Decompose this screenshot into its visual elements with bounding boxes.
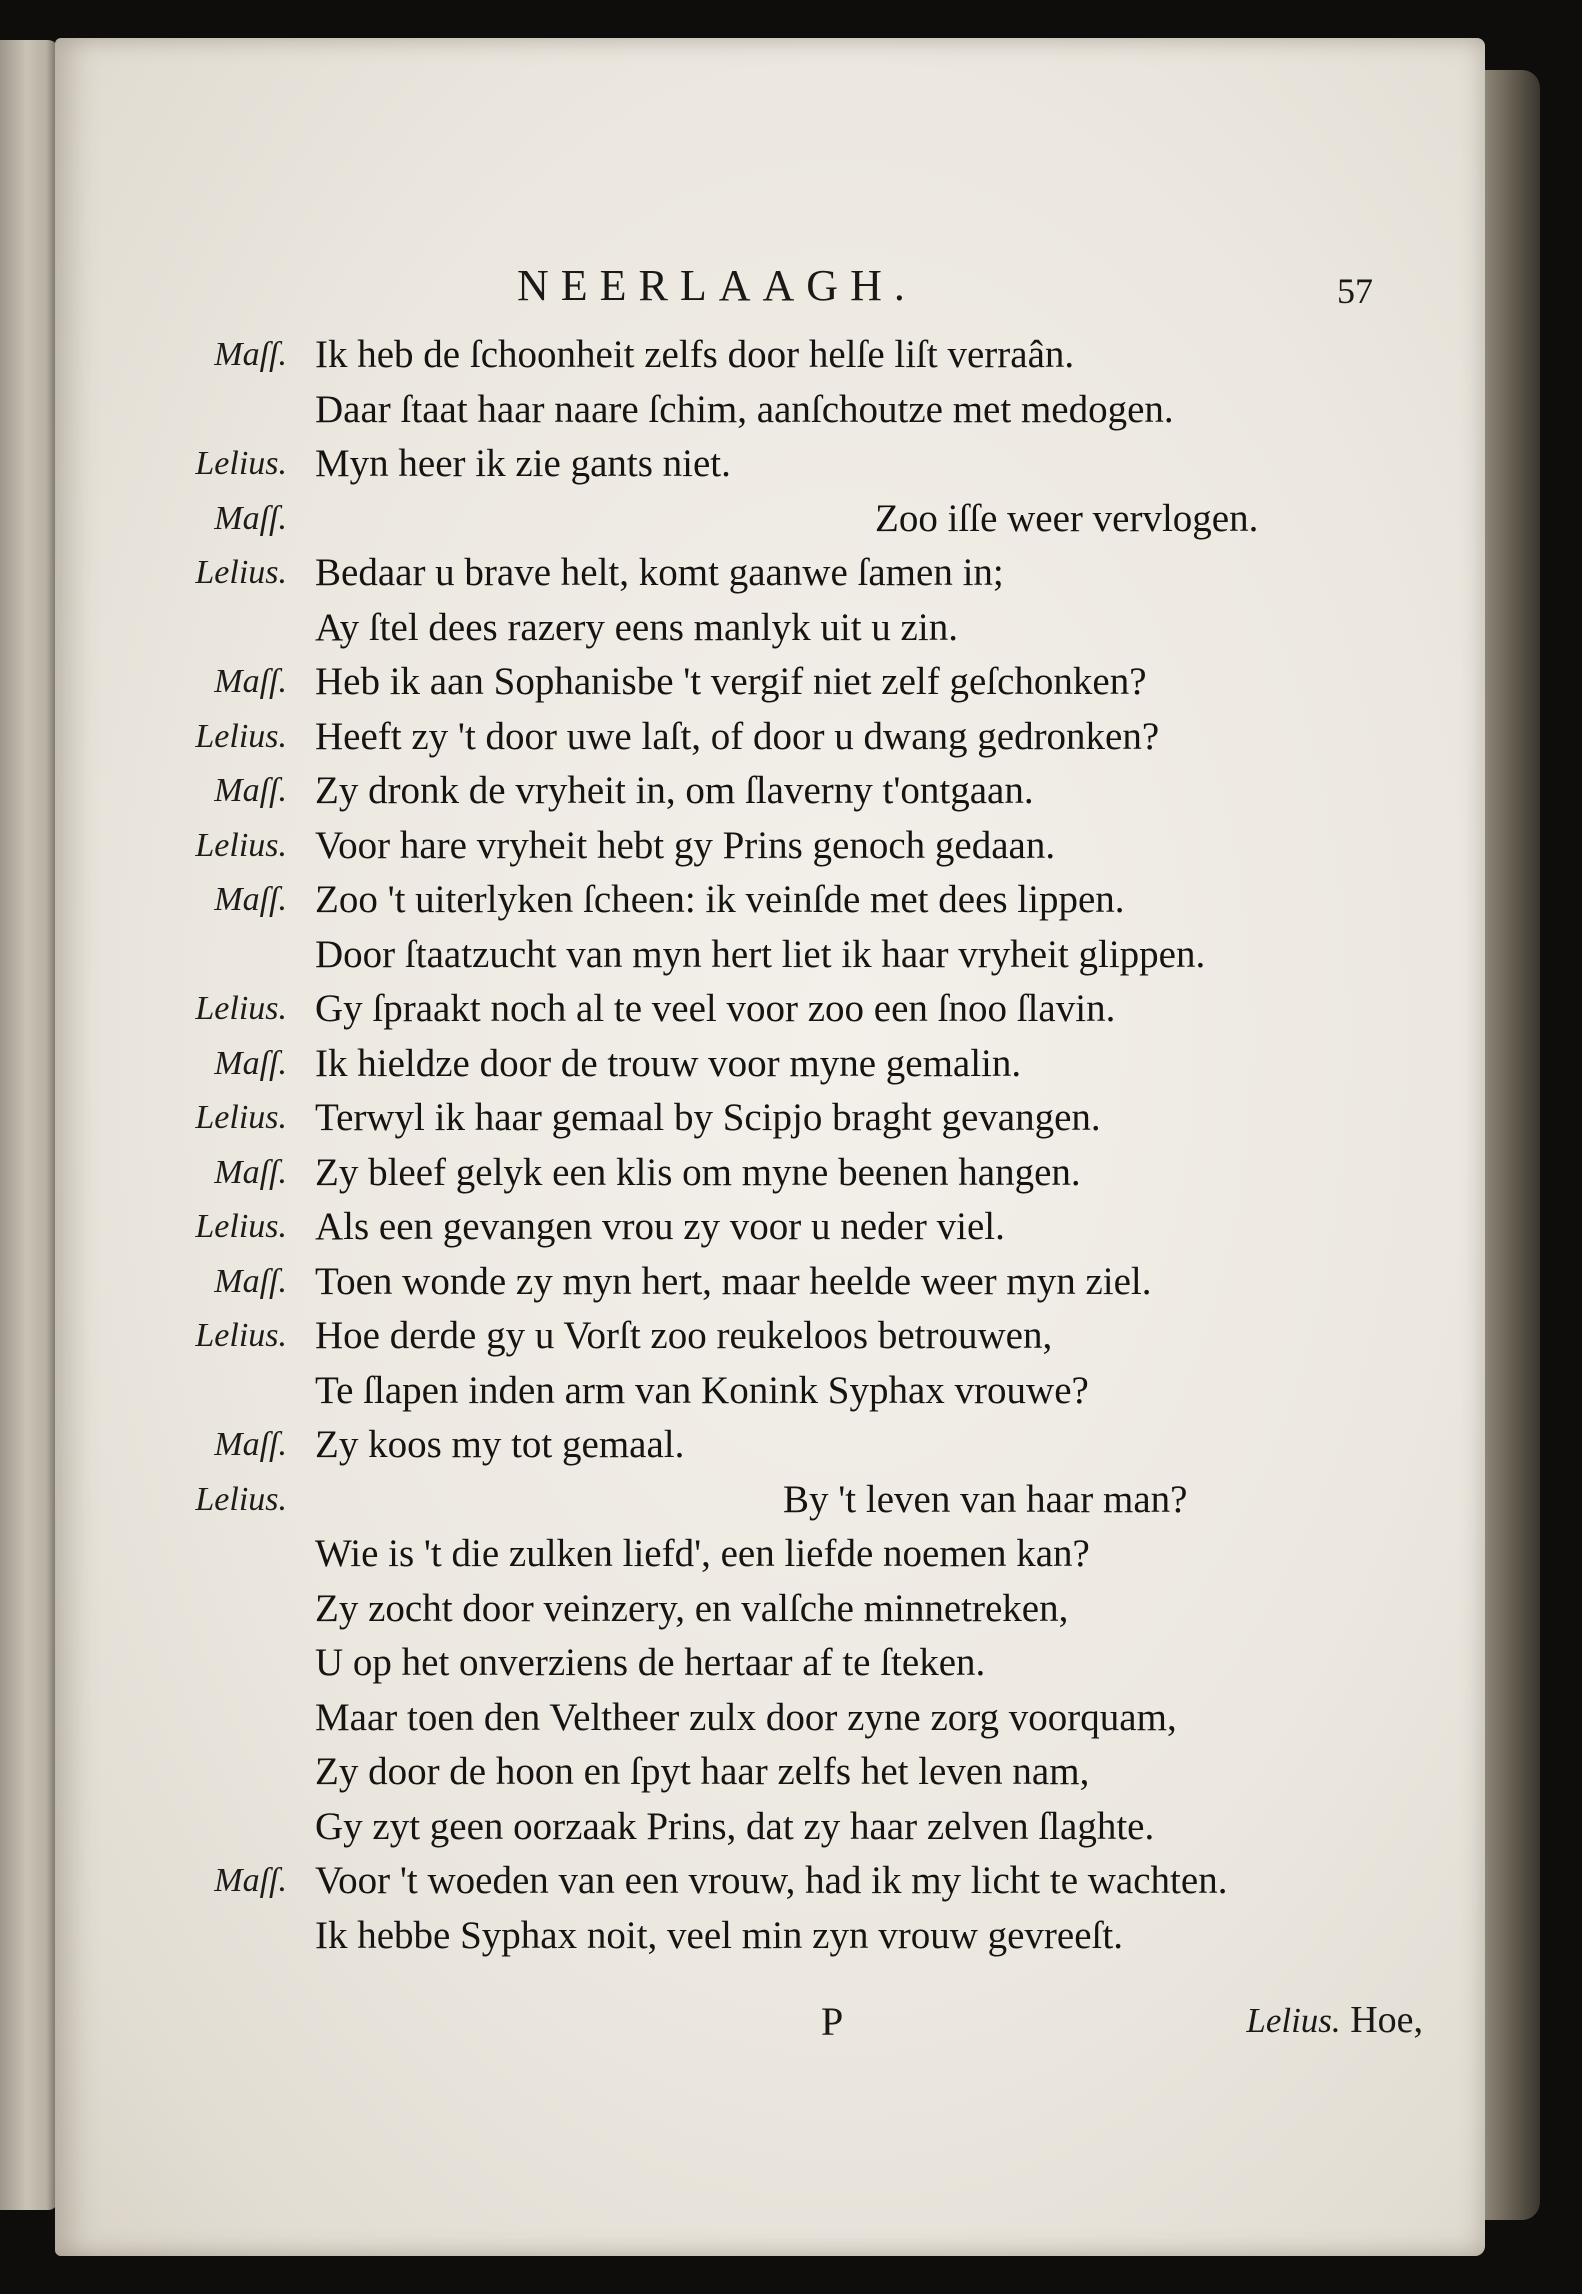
verse-text: Gy ſpraakt noch al te veel voor zoo een ſnoo ſlavin. [315, 987, 1116, 1030]
verse-line [115, 1527, 1415, 1582]
page-footer [115, 1998, 1423, 2058]
verse-text: Toen wonde zy myn hert, maar heelde weer myn ziel. [315, 1259, 1152, 1303]
verse-line [115, 1200, 1415, 1255]
verse-text: Maar toen den Veltheer zulx door zyne zorg voorquam, [315, 1695, 1177, 1739]
signature-mark: P [821, 1999, 844, 2044]
speaker-label: Maſſ. [214, 1044, 287, 1082]
verse-line [115, 655, 1415, 710]
speaker-label: Lelius. [195, 1480, 287, 1518]
speaker-label: Lelius. [195, 717, 287, 755]
verse-text: Bedaar u brave helt, komt gaanwe ſamen in; [315, 551, 1004, 594]
verse-text: Hoe derde gy u Vorſt zoo reukeloos betrouwen, [315, 1314, 1053, 1357]
book-page [55, 38, 1485, 2256]
speaker-label: Lelius. [195, 1208, 287, 1245]
verse-text: Heeft zy 't door uwe laſt, of door u dwang gedronken? [315, 714, 1160, 758]
catchword-text: Hoe, [1350, 1999, 1423, 2041]
speaker-label: Maſſ. [214, 1262, 287, 1300]
verse-line [115, 1800, 1415, 1855]
catchword [1246, 1998, 1423, 2042]
verse-text: Zy koos my tot gemaal. [315, 1423, 685, 1466]
verse-text: Zy door de hoon en ſpyt haar zelfs het leven nam, [315, 1750, 1090, 1793]
speaker-label: Maſſ. [214, 881, 287, 918]
speaker-label: Lelius. [195, 554, 287, 591]
catchword-speaker: Lelius. [1246, 2001, 1341, 2040]
speaker-label: Maſſ. [214, 336, 287, 373]
verse-text: Ay ſtel dees razery eens manlyk uit u zin. [315, 605, 958, 649]
speaker-label: Lelius. [195, 826, 287, 864]
verse-line [115, 601, 1415, 656]
verse-block [115, 328, 1415, 1963]
speaker-label: Maſſ. [214, 1153, 287, 1191]
verse-text: Als een gevangen vrou zy voor u neder viel. [315, 1205, 1005, 1248]
verse-line [115, 1037, 1415, 1092]
verse-text: Zy zocht door veinzery, en valſche minnetreken, [315, 1586, 1069, 1630]
speaker-label: Lelius. [195, 990, 287, 1027]
verse-text: Voor hare vryheit hebt gy Prins genoch gedaan. [315, 823, 1056, 867]
verse-line [115, 1691, 1415, 1746]
speaker-label: Maſſ. [214, 499, 287, 537]
verse-text: Heb ik aan Sophanisbe 't vergif niet zelf geſchonken? [315, 660, 1147, 703]
verse-text: Wie is 't die zulken liefd', een liefde noemen kan? [315, 1532, 1090, 1575]
verse-text: Zy bleef gelyk een klis om myne beenen hangen. [315, 1150, 1081, 1194]
verse-line [115, 1636, 1415, 1691]
verse-line [115, 328, 1415, 383]
verse-text: Gy zyt geen oorzaak Prins, dat zy haar zelven ſlaghte. [315, 1804, 1155, 1848]
verse-text: Voor 't woeden van een vrouw, had ik my licht te wachten. [315, 1859, 1228, 1902]
verse-line [115, 1091, 1415, 1146]
verse-text: By 't leven van haar man? [783, 1477, 1188, 1521]
speaker-label: Maſſ. [214, 663, 287, 700]
verse-line [115, 1309, 1415, 1364]
speaker-label: Maſſ. [214, 772, 287, 809]
verse-line [115, 1255, 1415, 1310]
verse-line [115, 492, 1415, 547]
verse-line [115, 819, 1415, 874]
verse-line [115, 928, 1415, 983]
verse-text: Myn heer ik zie gants niet. [315, 442, 731, 485]
verse-line [115, 437, 1415, 492]
verse-line [115, 764, 1415, 819]
page-number: 57 [1337, 271, 1373, 311]
verse-line [115, 1418, 1415, 1473]
verse-text: Daar ſtaat haar naare ſchim, aanſchoutze met medogen. [315, 387, 1174, 431]
verse-line [115, 1854, 1415, 1909]
verse-text: Terwyl ik haar gemaal by Scipjo braght gevangen. [315, 1096, 1101, 1139]
verse-text: Te ſlapen inden arm van Konink Syphax vrouwe? [315, 1368, 1089, 1412]
verse-line [115, 546, 1415, 601]
verse-text: Door ſtaatzucht van myn hert liet ik haar vryheit glippen. [315, 932, 1206, 976]
verse-line [115, 873, 1415, 928]
verse-line [115, 710, 1415, 765]
speaker-label: Maſſ. [214, 1862, 287, 1899]
verse-text: Ik hebbe Syphax noit, veel min zyn vrouw gevreeſt. [315, 1913, 1123, 1957]
verse-line [115, 383, 1415, 438]
verse-line [115, 1582, 1415, 1637]
verse-line [115, 1909, 1415, 1964]
verse-text: Zoo iſſe weer vervlogen. [875, 496, 1259, 540]
running-head-title: NEERLAAGH. [517, 261, 917, 310]
speaker-label: Lelius. [195, 1099, 287, 1136]
verse-line [115, 982, 1415, 1037]
verse-line [115, 1745, 1415, 1800]
verse-line [115, 1364, 1415, 1419]
speaker-label: Maſſ. [214, 1426, 287, 1463]
speaker-label: Lelius. [195, 1317, 287, 1354]
left-page-edge [0, 40, 58, 2210]
verse-text: Zoo 't uiterlyken ſcheen: ik veinſde met dees lippen. [315, 878, 1125, 921]
speaker-label: Lelius. [195, 445, 287, 482]
verse-text: Ik hieldze door de trouw voor myne gemalin. [315, 1041, 1022, 1085]
verse-text: Ik heb de ſchoonheit zelfs door helſe liſt verraân. [315, 333, 1075, 376]
running-head [115, 260, 1375, 320]
verse-text: Zy dronk de vryheit in, om ſlaverny t'ontgaan. [315, 769, 1034, 812]
verse-line [115, 1473, 1415, 1528]
verse-line [115, 1146, 1415, 1201]
verse-text: U op het onverziens de hertaar af te ſteken. [315, 1641, 986, 1684]
